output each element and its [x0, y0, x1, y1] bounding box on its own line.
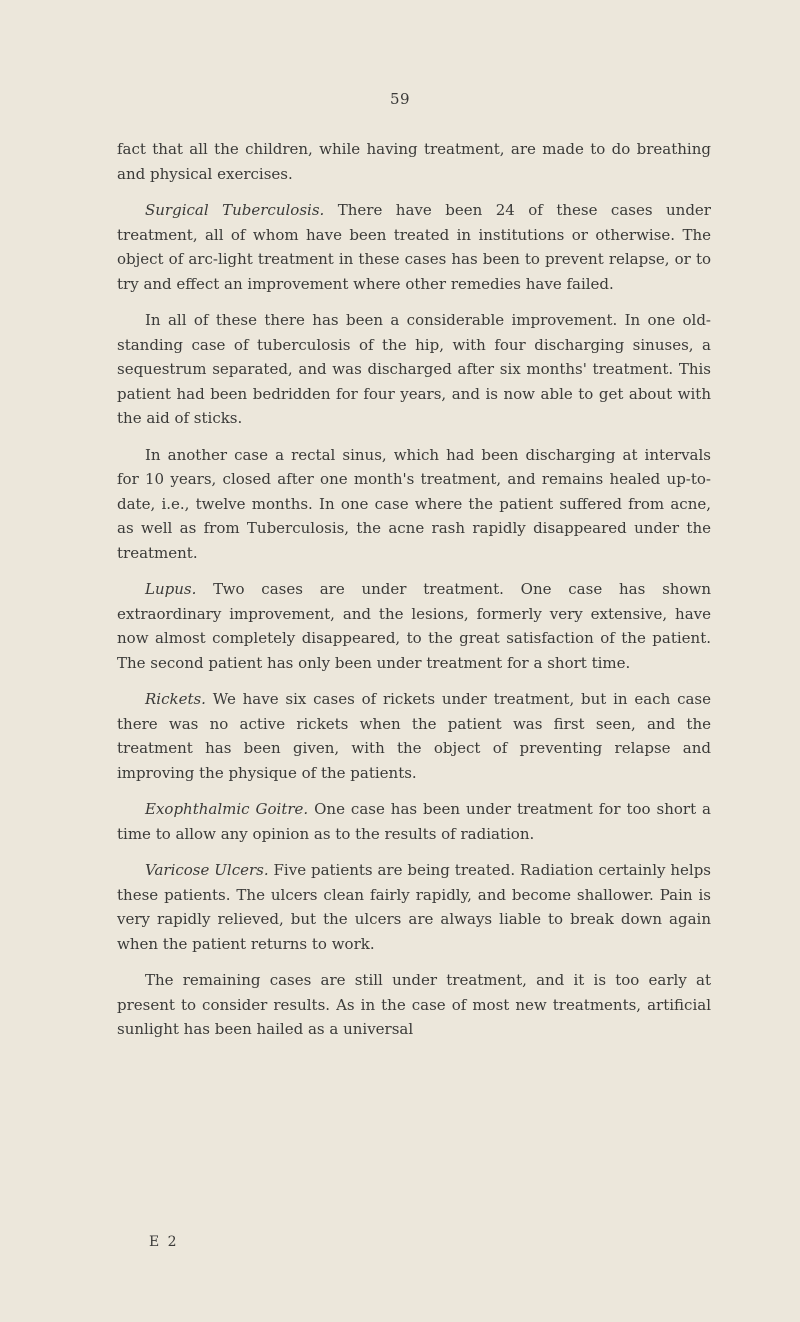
paragraph-text: There have been 24 of these cases under treatment, all of whom have been treated in institutions or otherwise. The object of arc-light treatment in these cases has been to prevent relapse, or to try and effect an improvement where other remedies have failed. — [117, 201, 711, 293]
paragraph-text: Two cases are under treatment. One case has shown extraordinary improvement, and the lesions, formerly very extensive, have now almost completely disappeared, to the great satisfaction of the patient. The second patient has only been under treatment for a short time. — [117, 580, 711, 672]
paragraph-text: We have six cases of rickets under treatment, but in each case there was no active rickets when the patient was first seen, and the treatment has been given, with the object of preventing relapse and improving the physique of the patients. — [117, 690, 711, 782]
page-number: 59 — [389, 90, 411, 108]
paragraph-lupus — [117, 577, 711, 675]
paragraph-exophthalmic-goitre — [117, 797, 711, 846]
paragraph-text: fact that all the children, while having treatment, are made to do breathing and physical exercises. — [117, 140, 711, 183]
section-heading: Lupus. — [145, 580, 197, 598]
paragraph-improvement — [117, 308, 711, 431]
paragraph-surgical-tuberculosis — [117, 198, 711, 296]
paragraph-remaining-cases — [117, 968, 711, 1042]
section-heading: Surgical Tuberculosis. — [145, 201, 325, 219]
section-heading: Exophthalmic Goitre. — [145, 800, 309, 818]
paragraph-text: One case has been under treatment for too short a time to allow any opinion as to the results of radiation. — [117, 800, 711, 843]
paragraph-text: Five patients are being treated. Radiation certainly helps these patients. The ulcers clean fairly rapidly, and become shallower. Pain is very rapidly relieved, but the ulcers are always liable to break down again when the patient returns to work. — [117, 861, 711, 953]
section-heading: Varicose Ulcers. — [145, 861, 269, 879]
paragraph-text: The remaining cases are still under treatment, and it is too early at present to consider results. As in the case of most new treatments, artificial sunlight has been hailed as a universal — [117, 971, 711, 1038]
paragraph-continuation — [117, 137, 711, 186]
paragraph-text: In another case a rectal sinus, which had been discharging at intervals for 10 years, closed after one month's treatment, and remains healed up-to-date, i.e., twelve months. In one case where the patient suffered from acne, as well as from Tuberculosis, the acne rash rapidly disappeared under the treatment. — [117, 445, 711, 562]
section-heading: Rickets. — [145, 690, 206, 708]
paragraph-text: In all of these there has been a considerable improvement. In one old-standing case of tuberculosis of the hip, with four discharging sinuses, a sequestrum separated, and was discharged after six months' treatment. This patient had been bedridden for four years, and is now able to get about with the aid of sticks. — [117, 311, 711, 427]
signature-mark: E 2 — [149, 1234, 179, 1250]
paragraph-varicose-ulcers — [117, 858, 711, 956]
paragraph-rectal-sinus — [117, 443, 711, 566]
body-text — [117, 137, 711, 1054]
paragraph-rickets — [117, 687, 711, 785]
